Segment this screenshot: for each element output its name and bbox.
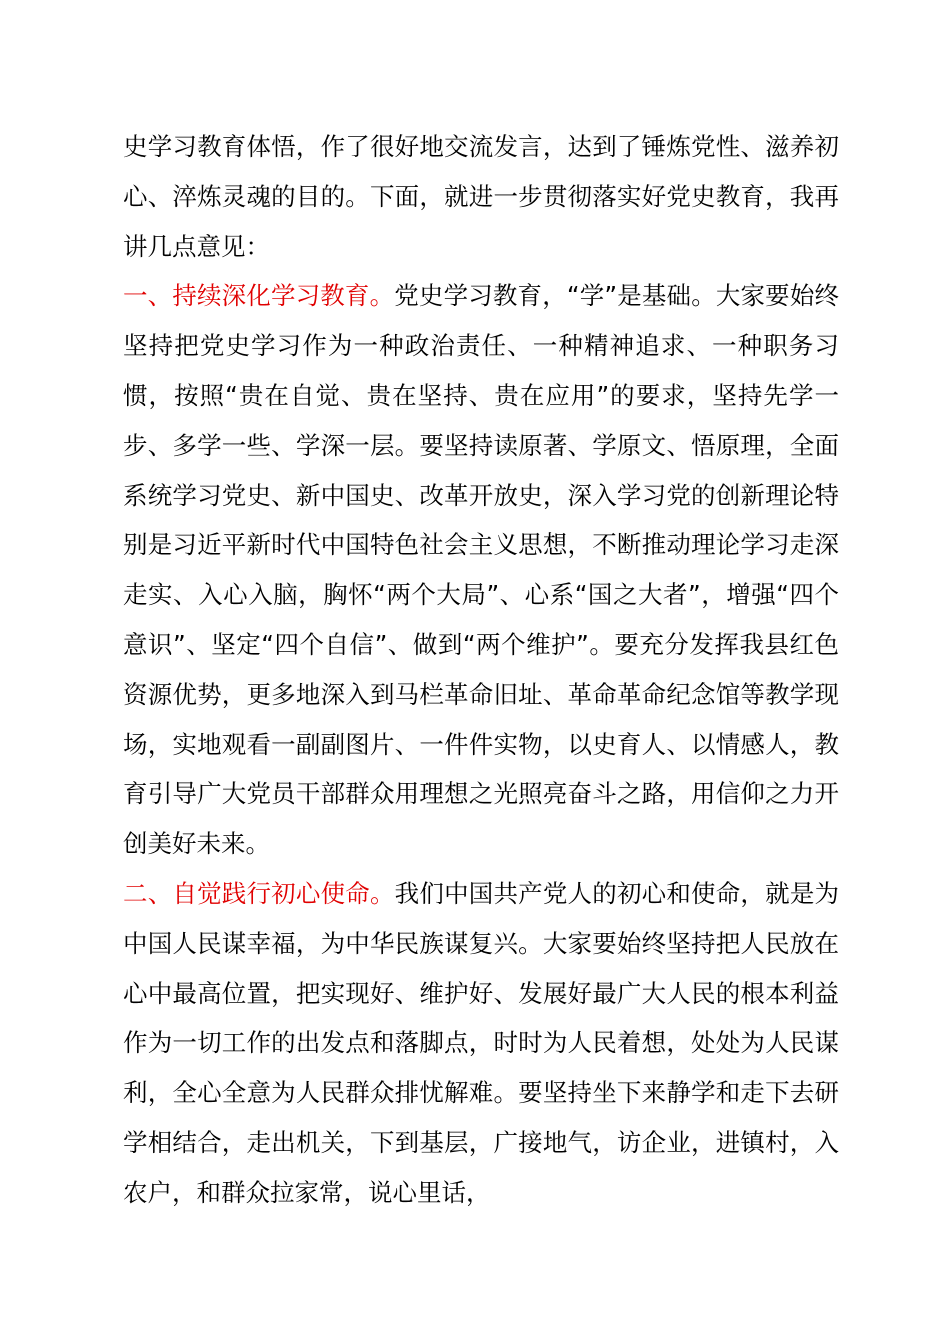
section-1-paragraph <box>123 271 839 869</box>
section-2-heading: 二、自觉践行初心使命。 <box>123 878 395 908</box>
document-body <box>123 122 839 1218</box>
intro-text: 史学习教育体悟，作了很好地交流发言，达到了锤炼党性、滋养初心、淬炼灵魂的目的。下面，就进一步贯彻落实好党史教育，我再讲几点意见： <box>123 132 839 261</box>
section-2-body: 我们中国共产党人的初心和使命，就是为中国人民谋幸福，为中华民族谋复兴。大家要始终坚持把人民放在心中最高位置，把实现好、维护好、发展好最广大人民的根本利益作为一切工作的出发点和落脚点，时时为人民着想，处处为人民谋利，全心全意为人民群众排忧解难。要坚持坐下来静学和走下去研学相结合，走出机关，下到基层，广接地气，访企业，进镇村，入农户，和群众拉家常，说心里话， <box>123 878 840 1207</box>
section-2-paragraph <box>123 869 839 1218</box>
section-1-body: 党史学习教育，“学”是基础。大家要始终坚持把党史学习作为一种政治责任、一种精神追求、一种职务习惯，按照“贵在自觉、贵在坚持、贵在应用”的要求，坚持先学一步、多学一些、学深一层。要坚持读原著、学原文、悟原理，全面系统学习党史、新中国史、改革开放史，深入学习党的创新理论特别是习近平新时代中国特色社会主义思想，不断推动理论学习走深走实、入心入脑，胸怀“两个大局”、心系“国之大者”，增强“四个意识”、坚定“四个自信”、做到“两个维护”。要充分发挥我县红色资源优势，更多地深入到马栏革命旧址、革命革命纪念馆等教学现场，实地观看一副副图片、一件件实物，以史育人、以情感人，教育引导广大党员干部群众用理想之光照亮奋斗之路，用信仰之力开创美好未来。 <box>123 281 839 859</box>
intro-paragraph <box>123 122 839 271</box>
section-1-heading: 一、持续深化学习教育。 <box>123 281 395 311</box>
